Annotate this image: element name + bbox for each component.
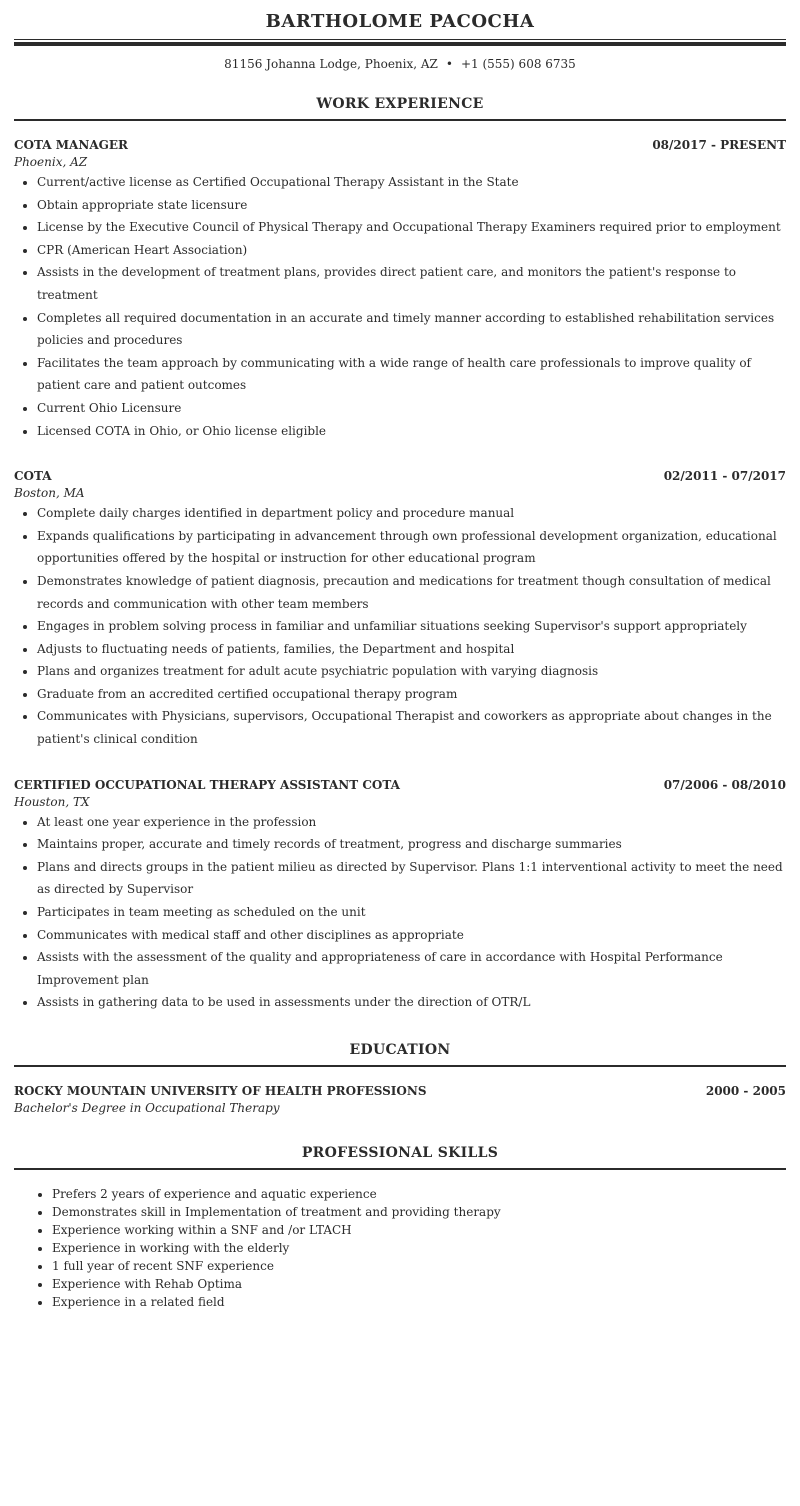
duty-item: • Maintains proper, accurate and timely records of treatment, progress and discharge summaries xyxy=(37,833,786,856)
duty-item: • At least one year experience in the profession xyxy=(37,811,786,834)
job-location: Boston, MA xyxy=(14,486,85,501)
job-duties xyxy=(14,502,786,751)
contact-separator: • xyxy=(445,57,453,71)
duty-item: • Communicates with medical staff and other disciplines as appropriate xyxy=(37,924,786,947)
job-entry xyxy=(14,468,786,751)
skill-item: • Experience in working with the elderly xyxy=(52,1239,786,1257)
duty-item: • Licensed COTA in Ohio, or Ohio license eligible xyxy=(37,420,786,443)
education-section xyxy=(14,1041,786,1117)
skill-item: • Experience in a related field xyxy=(52,1293,786,1311)
skill-item: • Experience working within a SNF and /or LTACH xyxy=(52,1221,786,1239)
education-title: EDUCATION xyxy=(349,1042,451,1058)
duty-item: • Current Ohio Licensure xyxy=(37,397,786,420)
skills-section xyxy=(14,1144,786,1311)
job-title: COTA MANAGER xyxy=(14,138,129,152)
header-divider xyxy=(14,39,786,46)
duty-item: • Communicates with Physicians, supervisors, Occupational Therapist and coworkers as appropriate about changes in the patient's clinical condition xyxy=(37,705,786,750)
section-divider xyxy=(14,119,786,121)
job-dates: 08/2017 - PRESENT xyxy=(652,138,786,152)
job-location: Phoenix, AZ xyxy=(14,155,88,169)
job-duties xyxy=(14,811,786,1014)
skill-item: • Prefers 2 years of experience and aquatic experience xyxy=(52,1185,786,1203)
job-title: CERTIFIED OCCUPATIONAL THERAPY ASSISTANT COTA xyxy=(14,777,400,792)
school-name: ROCKY MOUNTAIN UNIVERSITY OF HEALTH PROFESSIONS xyxy=(14,1084,427,1098)
section-divider xyxy=(14,1065,786,1067)
job-dates: 02/2011 - 07/2017 xyxy=(663,469,786,484)
duty-item: • Facilitates the team approach by communicating with a wide range of health care professionals to improve quality of patient care and patient outcomes xyxy=(37,352,786,397)
skill-item: • 1 full year of recent SNF experience xyxy=(52,1257,786,1275)
duty-item: • Expands qualifications by participating in advancement through own professional development organization, educational opportunities offered by the hospital or instruction for other educational program xyxy=(37,525,786,570)
job-title: COTA xyxy=(14,469,52,484)
skills-list xyxy=(14,1185,786,1311)
contact-line xyxy=(14,56,786,72)
duty-item: • Obtain appropriate state licensure xyxy=(37,194,786,217)
education-entry xyxy=(14,1083,786,1117)
duty-item: • Graduate from an accredited certified occupational therapy program xyxy=(37,683,786,706)
duty-item: • Participates in team meeting as scheduled on the unit xyxy=(37,901,786,924)
duty-item: • Assists with the assessment of the quality and appropriateness of care in accordance with Hospital Performance Improvement plan xyxy=(37,946,786,991)
education-dates: 2000 - 2005 xyxy=(705,1084,786,1098)
duty-item: • Assists in the development of treatment plans, provides direct patient care, and monitors the patient's response to treatment xyxy=(37,261,786,306)
duty-item: • Adjusts to fluctuating needs of patients, families, the Department and hospital xyxy=(37,638,786,661)
duty-item: • Assists in gathering data to be used in assessments under the direction of OTR/L xyxy=(37,991,786,1014)
job-location: Houston, TX xyxy=(14,794,90,809)
duty-item: • Current/active license as Certified Occupational Therapy Assistant in the State xyxy=(37,171,786,194)
job-entry xyxy=(14,777,786,1014)
degree: Bachelor's Degree in Occupational Therapy xyxy=(14,1101,280,1115)
duty-item: • Plans and organizes treatment for adult acute psychiatric population with varying diagnosis xyxy=(37,660,786,683)
job-dates: 07/2006 - 08/2010 xyxy=(663,777,786,792)
duty-item: • License by the Executive Council of Physical Therapy and Occupational Therapy Examiners required prior to employment xyxy=(37,216,786,239)
section-divider xyxy=(14,1168,786,1170)
work-experience-section xyxy=(14,95,786,1014)
duty-item: • Plans and directs groups in the patient milieu as directed by Supervisor. Plans 1:1 interventional activity to meet the need as directed by Supervisor xyxy=(37,856,786,901)
duty-item: • CPR (American Heart Association) xyxy=(37,239,786,262)
skill-item: • Demonstrates skill in Implementation of treatment and providing therapy xyxy=(52,1203,786,1221)
contact-phone: +1 (555) 608 6735 xyxy=(460,57,576,71)
skill-item: • Experience with Rehab Optima xyxy=(52,1275,786,1293)
work-experience-title: WORK EXPERIENCE xyxy=(316,96,484,112)
job-duties xyxy=(14,171,786,442)
job-entry xyxy=(14,137,786,442)
duty-item: • Completes all required documentation in an accurate and timely manner according to established rehabilitation services policies and procedures xyxy=(37,307,786,352)
contact-address: 81156 Johanna Lodge, Phoenix, AZ xyxy=(224,57,438,71)
duty-item: • Engages in problem solving process in familiar and unfamiliar situations seeking Supervisor's support appropriately xyxy=(37,615,786,638)
candidate-name: BARTHOLOME PACOCHA xyxy=(265,11,535,32)
duty-item: • Demonstrates knowledge of patient diagnosis, precaution and medications for treatment though consultation of medical records and communication with other team members xyxy=(37,570,786,615)
skills-title: PROFESSIONAL SKILLS xyxy=(301,1145,499,1161)
duty-item: • Complete daily charges identified in department policy and procedure manual xyxy=(37,502,786,525)
